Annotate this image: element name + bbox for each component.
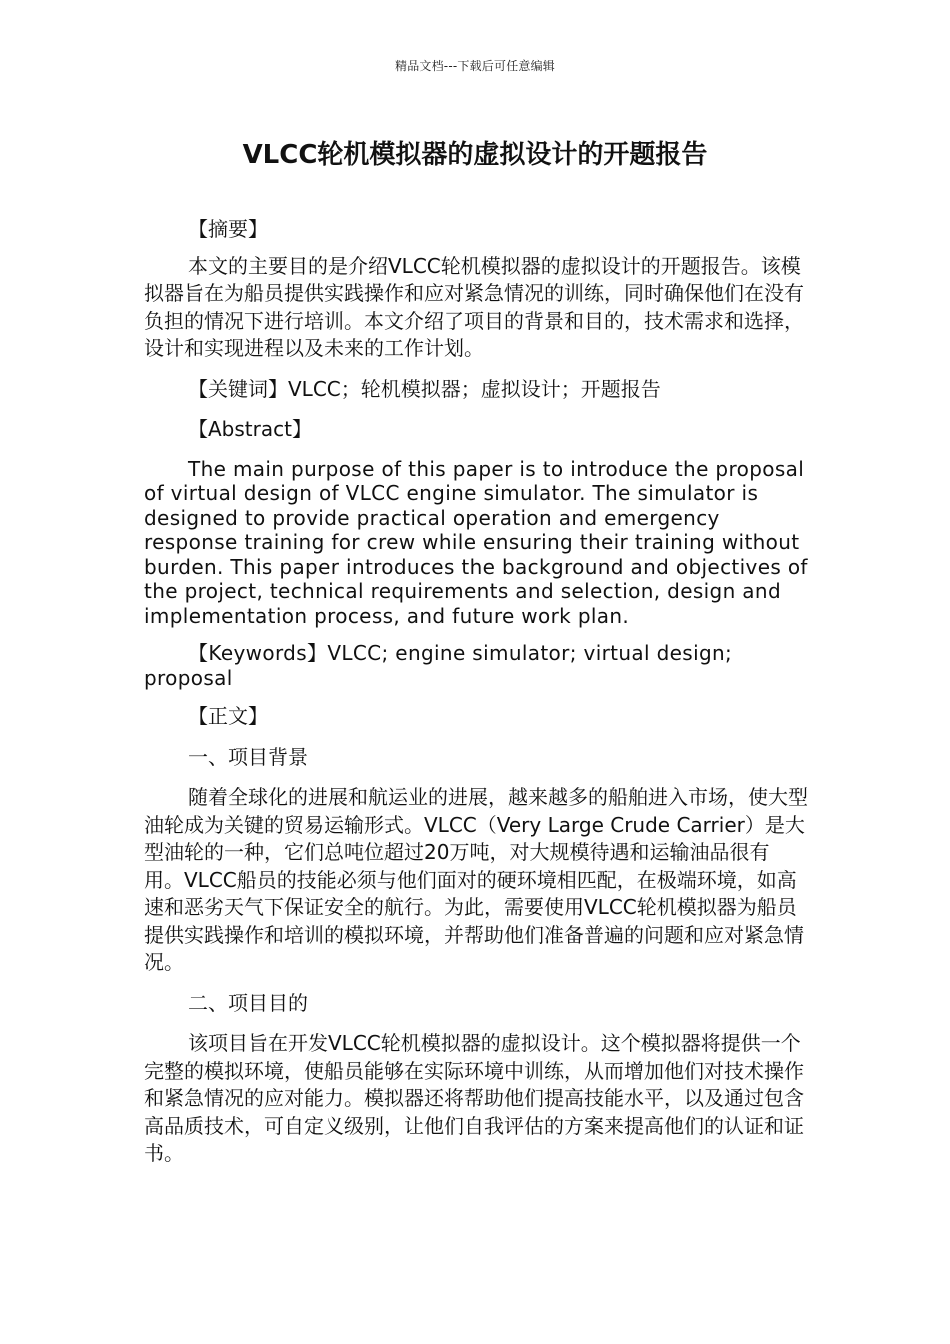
- document-title: VLCC轮机模拟器的虚拟设计的开题报告: [242, 140, 708, 170]
- abstract-en-paragraph: The main purpose of this paper is to introduce the proposal of virtual design of VLCC engine simulator. The simulator is designed to provide practical operation and emergency response training for crew while ensuring their training without burden. This paper introduces the background and objectives of the project, technical requirements and selection, design and implementation process, and future work plan.: [144, 456, 808, 628]
- section-1-paragraph: 随着全球化的进展和航运业的进展，越来越多的船舶进入市场，使大型油轮成为关键的贸易运输形式。VLCC（Very Large Crude Carrier）是大型油轮的一种，它们总吨位超过20万吨，对大规模待遇和运输油品很有用。VLCC船员的技能必须与他们面对的硬环境相匹配，在极端环境，如高速和恶劣天气下保证安全的航行。为此，需要使用VLCC轮机模拟器为船员提供实践操作和培训的模拟环境，并帮助他们准备普遍的问题和应对紧急情况。: [144, 785, 808, 974]
- page-header-watermark: 精品文档---下载后可任意编辑: [395, 59, 555, 73]
- keywords-cn: 【关键词】VLCC；轮机模拟器；虚拟设计；开题报告: [188, 376, 661, 401]
- abstract-en-heading: 【Abstract】: [188, 417, 312, 441]
- document-body: [144, 216, 808, 1168]
- abstract-cn-paragraph: 本文的主要目的是介绍VLCC轮机模拟器的虚拟设计的开题报告。该模拟器旨在为船员提供实践操作和应对紧急情况的训练，同时确保他们在没有负担的情况下进行培训。本文介绍了项目的背景和目的，技术需求和选择，设计和实现进程以及未来的工作计划。: [144, 253, 804, 360]
- abstract-cn-heading: 【摘要】: [188, 217, 268, 241]
- body-heading: 【正文】: [188, 704, 268, 728]
- section-2-heading: 二、项目目的: [188, 990, 308, 1015]
- keywords-en: 【Keywords】VLCC; engine simulator; virtual design; proposal: [144, 641, 733, 690]
- section-2-paragraph: 该项目旨在开发VLCC轮机模拟器的虚拟设计。这个模拟器将提供一个完整的模拟环境，使船员能够在实际环境中训练，从而增加他们对技术操作和紧急情况的应对能力。模拟器还将帮助他们提高技能水平，以及通过包含高品质技术，可自定义级别，让他们自我评估的方案来提高他们的认证和证书。: [144, 1031, 804, 1165]
- section-1-heading: 一、项目背景: [188, 744, 308, 769]
